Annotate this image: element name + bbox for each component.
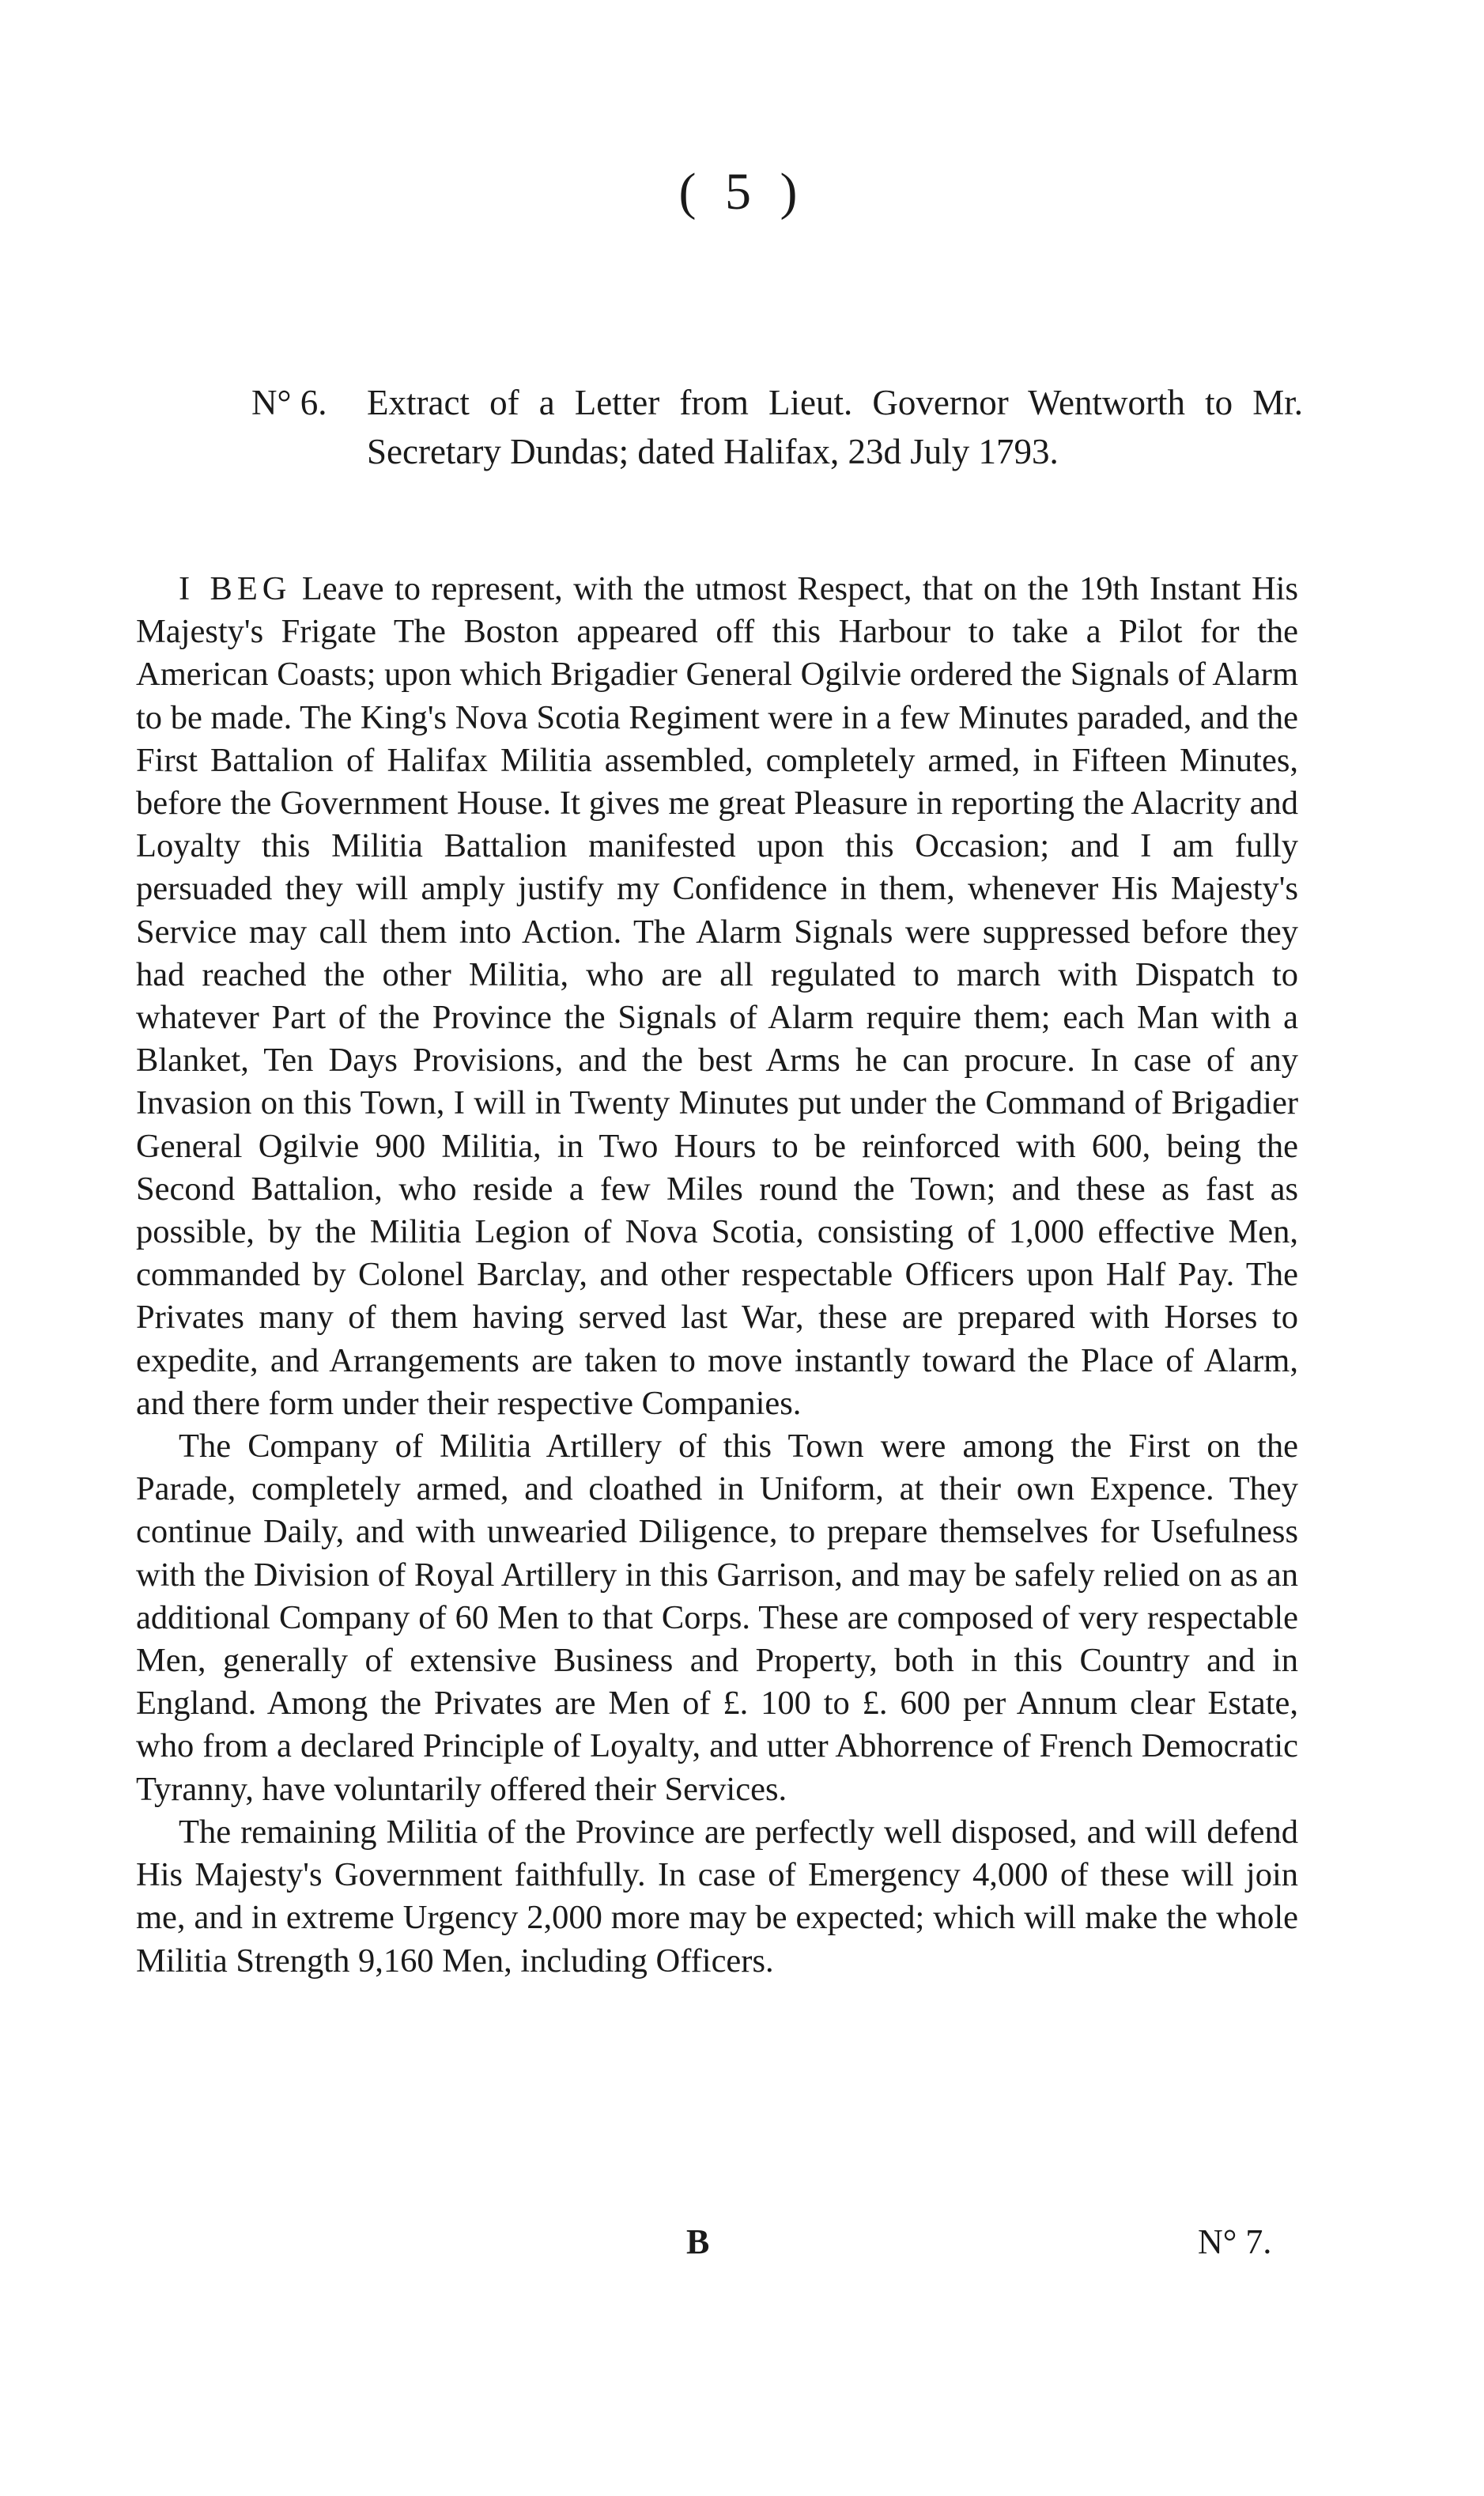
paragraph-text: The remaining Militia of the Province are perfectly well disposed, and will defend His Majesty's Government faithfully. In case of Emergency 4,000 of these will join me, and in extreme Urgency 2,000 more may be expected; which will make the whole Militia Strength 9,160 Men, including Officers. (136, 1813, 1298, 1980)
catchword: N° 7. (1198, 2222, 1272, 2261)
paragraph-text: The Company of Militia Artillery of this Town were among the First on the Parade, completely armed, and cloathed in Uniform, at their own Expence. They continue Daily, and with unwearied Diligence, to prepare themselves for Usefulness with the Division of Royal Artillery in this Garrison, and may be safely relied on as an additional Company of 60 Men to that Corps. These are composed of very respectable Men, generally of extensive Business and Property, both in this Country and in England. Among the Privates are Men of £. 100 to £. 600 per Annum clear Estate, who from a declared Principle of Loyalty, and utter Abhorrence of French Democratic Tyranny, have voluntarily offered their Services. (136, 1428, 1298, 1808)
paragraph-text: Leave to represent, with the utmost Respect, that on the 19th Instant His Majesty's Frigate The Boston appeared off this Harbour to take a Pilot for the American Coasts; upon which Brigadier General Ogilvie ordered the Signals of Alarm to be made. The King's Nova Scotia Regiment were in a few Minutes paraded, and the First Battalion of Halifax Militia assembled, completely armed, in Fifteen Minutes, before the Government House. It gives me great Pleasure in reporting the Alacrity and Loyalty this Militia Battalion manifested upon this Occasion; and I am fully persuaded they will amply justify my Confidence in them, whenever His Majesty's Service may call them into Action. The Alarm Signals were suppressed before they had reached the other Militia, who are all regulated to march with Dispatch to whatever Part of the Province the Signals of Alarm require them; each Man with a Blanket, Ten Days Provisions, and the best Arms he can procure. In case of any Invasion on this Town, I will in Twenty Minutes put under the Command of Brigadier General Ogilvie 900 Militia, in Two Hours to be reinforced with 600, being the Second Battalion, who reside a few Miles round the Town; and these as fast as possible, by the Militia Legion of Nova Scotia, consisting of 1,000 effective Men, commanded by Colonel Barclay, and other respectable Officers upon Half Pay. The Privates many of them having served last War, these are prepared with Horses to expedite, and Arrangements are taken to move instantly toward the Place of Alarm, and there form under their respective Companies. (136, 570, 1298, 1422)
paragraph (136, 1425, 1298, 1811)
letter-title: Extract of a Letter from Lieut. Governor Wentworth to Mr. Secretary Dundas; dated Halifax, 23d July 1793. (367, 383, 1303, 471)
page-number: ( 5 ) (678, 163, 806, 221)
paragraph (136, 1811, 1298, 1983)
letter-heading (251, 378, 1303, 476)
signature-mark: B (686, 2222, 710, 2261)
paragraph-lead: I BEG (179, 570, 292, 607)
letter-number: N° 6. (251, 383, 327, 422)
letter-body (136, 568, 1298, 1983)
paragraph (136, 568, 1298, 1425)
